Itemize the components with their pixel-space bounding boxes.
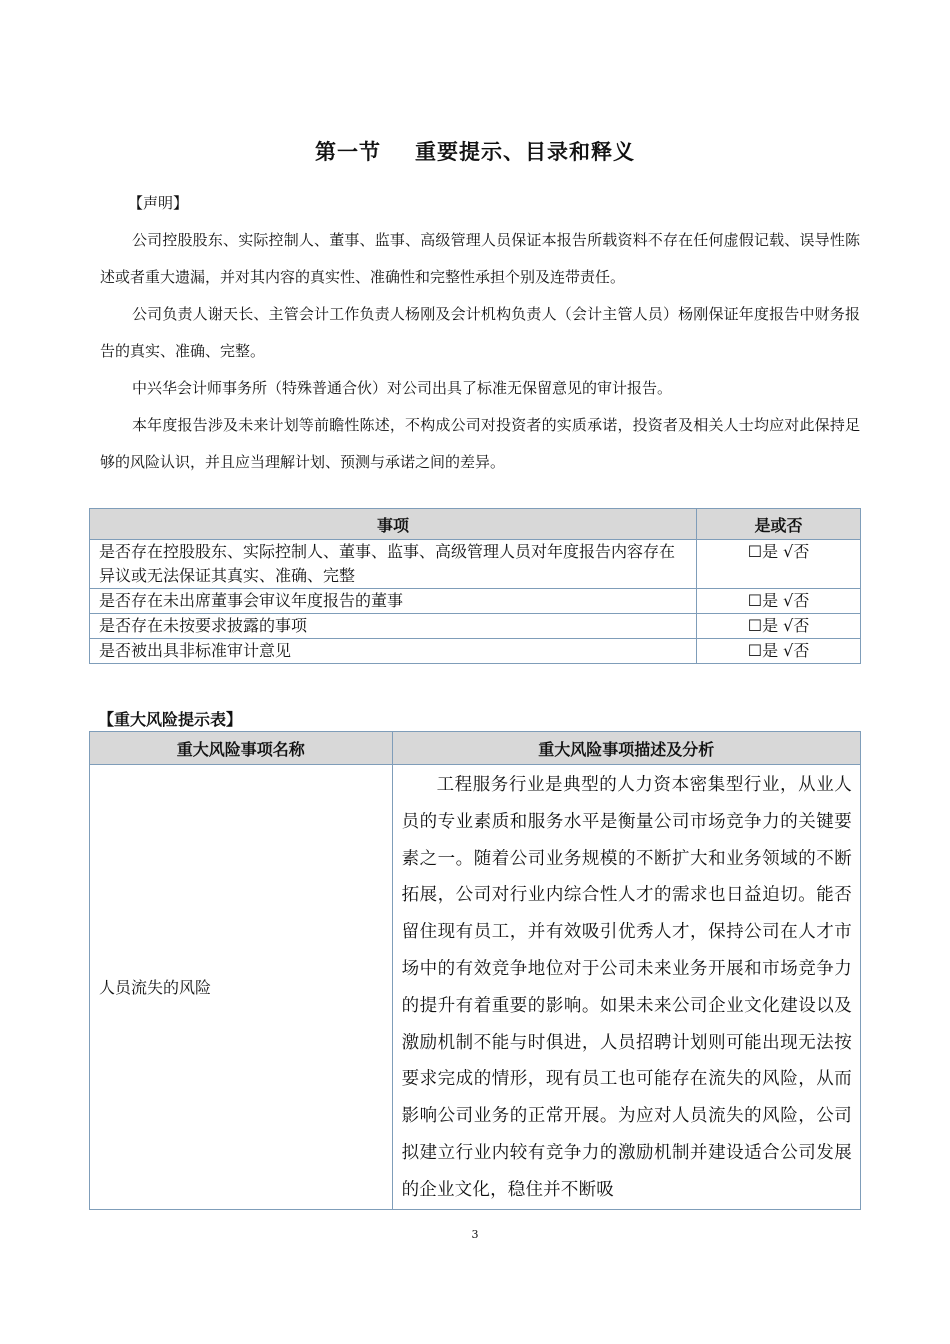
table-header-row — [90, 732, 861, 765]
matters-table — [89, 508, 861, 664]
table-header-row — [90, 509, 861, 540]
risk-table-label: 【重大风险提示表】 — [98, 710, 243, 729]
table-row — [90, 589, 861, 614]
table-row — [90, 540, 861, 589]
column-header-item: 事项 — [90, 509, 697, 540]
column-header-risk-name: 重大风险事项名称 — [90, 732, 393, 765]
risk-description: 工程服务行业是典型的人力资本密集型行业，从业人员的专业素质和服务水平是衡量公司市场竞争力的关键要素之一。随着公司业务规模的不断扩大和业务领域的不断拓展，公司对行业内综合性人才的需求也日益迫切。能否留住现有员工，并有效吸引优秀人才，保持公司在人才市场中的有效竞争地位对于公司未来业务开展和市场竞争力的提升有着重要的影响。如果未来公司企业文化建设以及激励机制不能与时俱进，人员招聘计划则可能出现无法按要求完成的情形，现有员工也可能存在流失的风险，从而影响公司业务的正常开展。为应对人员流失的风险，公司拟建立行业内较有竞争力的激励机制并建设适合公司发展的企业文化，稳住并不断吸 — [401, 775, 852, 1200]
page-number: 3 — [471, 1228, 479, 1241]
matter-item: 是否存在控股股东、实际控制人、董事、监事、高级管理人员对年度报告内容存在异议或无法保证其真实、准确、完整 — [90, 540, 697, 589]
table-row — [90, 639, 861, 664]
statement-paragraph: 本年度报告涉及未来计划等前瞻性陈述，不构成公司对投资者的实质承诺，投资者及相关人士均应对此保持足够的风险认识，并且应当理解计划、预测与承诺之间的差异。 — [100, 416, 860, 471]
risk-name: 人员流失的风险 — [90, 765, 393, 1210]
risk-description-cell — [392, 765, 860, 1210]
statement-label: 【声明】 — [128, 194, 189, 212]
risk-table — [89, 731, 861, 1210]
section-title — [0, 136, 950, 166]
matter-answer: ☐是 √否 — [697, 589, 861, 614]
statement-paragraph: 中兴华会计师事务所（特殊普通合伙）对公司出具了标准无保留意见的审计报告。 — [132, 379, 673, 397]
matter-answer: ☐是 √否 — [697, 540, 861, 589]
table-row — [90, 614, 861, 639]
matter-answer: ☐是 √否 — [697, 614, 861, 639]
section-heading: 重要提示、目录和释义 — [415, 140, 635, 164]
matter-item: 是否存在未按要求披露的事项 — [90, 614, 697, 639]
matter-item: 是否被出具非标准审计意见 — [90, 639, 697, 664]
matter-item: 是否存在未出席董事会审议年度报告的董事 — [90, 589, 697, 614]
statement-paragraph: 公司控股股东、实际控制人、董事、监事、高级管理人员保证本报告所载资料不存在任何虚假记载、误导性陈述或者重大遗漏，并对其内容的真实性、准确性和完整性承担个别及连带责任。 — [100, 231, 860, 286]
section-number: 第一节 — [315, 140, 381, 164]
statement-paragraph: 公司负责人谢天长、主管会计工作负责人杨刚及会计机构负责人（会计主管人员）杨刚保证年度报告中财务报告的真实、准确、完整。 — [100, 305, 860, 360]
column-header-answer: 是或否 — [697, 509, 861, 540]
table-row — [90, 765, 861, 1210]
matter-answer: ☐是 √否 — [697, 639, 861, 664]
column-header-risk-description: 重大风险事项描述及分析 — [392, 732, 860, 765]
